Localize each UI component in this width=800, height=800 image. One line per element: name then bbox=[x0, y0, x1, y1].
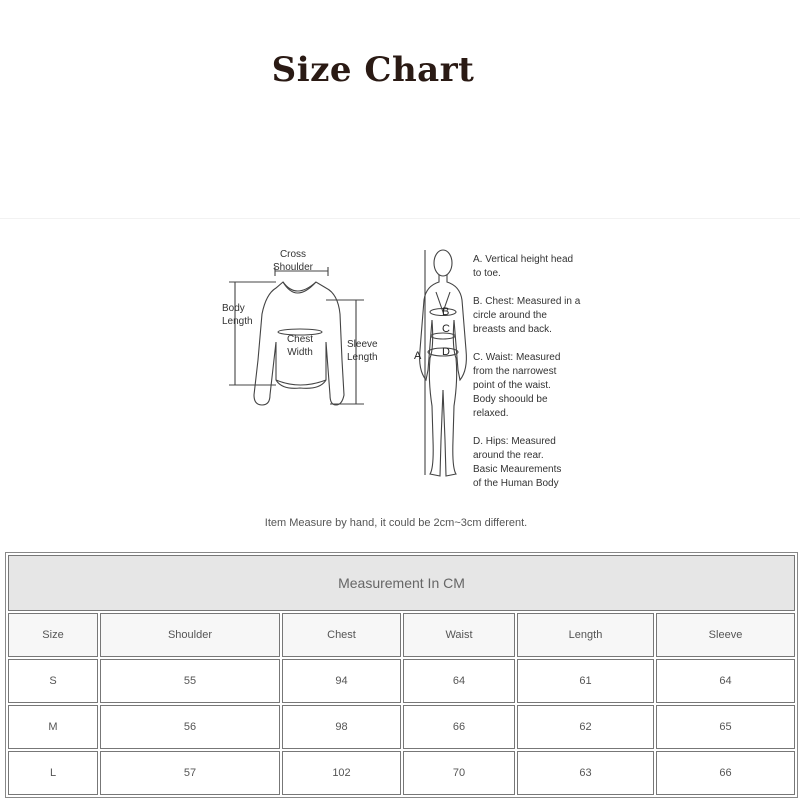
guide-item-d: D. Hips: Measured around the rear. Basic Meaurements of the Human Body bbox=[473, 436, 562, 489]
header-cell: Chest bbox=[282, 613, 401, 657]
table-cell: 63 bbox=[517, 751, 654, 795]
table-cell: 94 bbox=[282, 659, 401, 703]
header-cell: Sleeve bbox=[656, 613, 795, 657]
table-row bbox=[8, 751, 795, 795]
table-cell: 56 bbox=[100, 705, 280, 749]
letter-b: B bbox=[442, 306, 450, 318]
table-cell: 62 bbox=[517, 705, 654, 749]
page-title: Size Chart bbox=[271, 50, 475, 90]
table-cell: 55 bbox=[100, 659, 280, 703]
header-cell: Length bbox=[517, 613, 654, 657]
letter-a: A bbox=[414, 350, 422, 362]
table-cell: 61 bbox=[517, 659, 654, 703]
table-row bbox=[8, 705, 795, 749]
size-cell: L bbox=[8, 751, 98, 795]
table-cell: 70 bbox=[403, 751, 515, 795]
guide-item-a: A. Vertical height head to toe. bbox=[473, 254, 574, 279]
table-cell: 98 bbox=[282, 705, 401, 749]
header-cell: Shoulder bbox=[100, 613, 280, 657]
table-cell: 64 bbox=[656, 659, 795, 703]
table-header-row bbox=[8, 613, 795, 657]
guide-item-c: C. Waist: Measured from the narrowest point of the waist. Body shoould be relaxed. bbox=[473, 352, 561, 419]
size-cell: M bbox=[8, 705, 98, 749]
measurement-guide bbox=[473, 253, 598, 505]
measurement-illustration bbox=[0, 230, 800, 510]
guide-item-b: B. Chest: Measured in a circle around the breasts and back. bbox=[473, 296, 581, 335]
sleeve-length-label: Sleeve Length bbox=[347, 339, 378, 363]
table-cell: 66 bbox=[403, 705, 515, 749]
table-cell: 57 bbox=[100, 751, 280, 795]
sweater-diagram bbox=[0, 230, 800, 510]
body-length-label: Body Length bbox=[222, 303, 253, 327]
chest-width-label: Chest Width bbox=[286, 334, 314, 358]
table-cell: 102 bbox=[282, 751, 401, 795]
header-cell: Size bbox=[8, 613, 98, 657]
measure-note: Item Measure by hand, it could be 2cm~3cm different. bbox=[264, 517, 528, 529]
table-cell: 64 bbox=[403, 659, 515, 703]
table-cell: 65 bbox=[656, 705, 795, 749]
table-cell: 66 bbox=[656, 751, 795, 795]
letter-c: C bbox=[442, 323, 450, 335]
size-cell: S bbox=[8, 659, 98, 703]
header-cell: Waist bbox=[403, 613, 515, 657]
size-table bbox=[5, 552, 798, 798]
letter-d: D bbox=[442, 346, 450, 358]
table-row bbox=[8, 659, 795, 703]
divider bbox=[0, 218, 800, 219]
cross-shoulder-label: Cross Shoulder bbox=[272, 249, 314, 273]
table-caption: Measurement In CM bbox=[8, 555, 795, 611]
